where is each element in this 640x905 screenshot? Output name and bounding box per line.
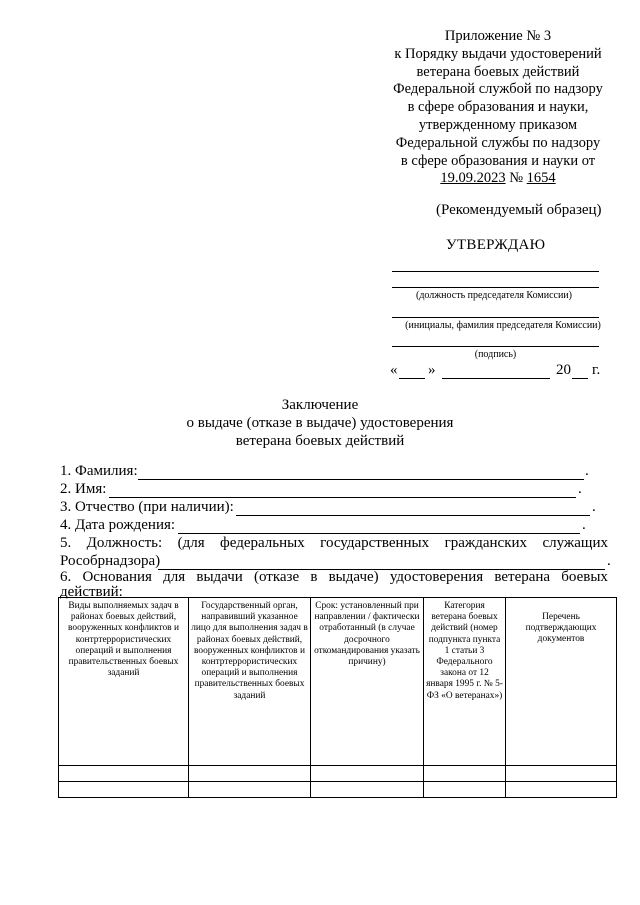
- order-number-sign: №: [509, 170, 524, 187]
- f5-word-5: государственных: [320, 535, 430, 551]
- name-caption: (инициалы, фамилия председателя Комиссии): [405, 320, 601, 331]
- year-blank: [572, 378, 588, 379]
- table-cell[interactable]: [189, 782, 311, 798]
- header-line-2: к Порядку выдачи удостоверений: [394, 45, 602, 62]
- field-name-label: 2. Имя:: [60, 481, 107, 497]
- header-line-3: ветерана боевых действий: [416, 63, 580, 80]
- title-line-2: о выдаче (отказе в выдаче) удостоверения: [186, 415, 454, 431]
- position-line-2: [392, 287, 599, 288]
- document-title: [0, 396, 640, 450]
- field-birthdate-line[interactable]: [178, 533, 580, 534]
- table-cell[interactable]: [189, 766, 311, 782]
- table-cell[interactable]: [424, 766, 506, 782]
- quote-close: »: [428, 362, 436, 378]
- f6-word-5: (отказе: [253, 569, 300, 585]
- table-cell[interactable]: [506, 782, 617, 798]
- year-suffix: г.: [592, 362, 601, 378]
- f6-word-8: удостоверения: [389, 569, 484, 585]
- f5-word-6: гражданских: [444, 535, 528, 551]
- signature-caption: (подпись): [474, 349, 517, 360]
- table-header-cell-1: Виды выполняемых задач в районах боевых действий, вооруженных конфликтов и контртеррористических операций и выполнения правительственных боевых заданий: [59, 598, 189, 766]
- table-cell[interactable]: [311, 782, 424, 798]
- field-birthdate-label: 4. Дата рождения:: [60, 517, 176, 533]
- field-position-line2: Рособрнадзора): [60, 553, 161, 569]
- field-patronymic-period: .: [592, 499, 596, 515]
- field-name-period: .: [578, 481, 582, 497]
- header-line-5: в сфере образования и науки,: [407, 99, 589, 116]
- name-line: [392, 317, 599, 318]
- field-position-period: .: [607, 553, 611, 569]
- f5-word-1: 5.: [60, 535, 72, 551]
- field-position-label: [60, 535, 608, 552]
- appendix-header: [378, 28, 618, 188]
- table-row: [59, 782, 617, 798]
- table-row: [59, 766, 617, 782]
- f6-word-10: боевых: [561, 569, 608, 585]
- f5-word-4: федеральных: [220, 535, 305, 551]
- header-line-1: Приложение № 3: [444, 28, 552, 44]
- field-patronymic-line[interactable]: [236, 515, 590, 516]
- table-cell[interactable]: [59, 766, 189, 782]
- field-grounds-line2: действий:: [60, 584, 123, 600]
- f6-word-4: выдачи: [196, 569, 243, 585]
- f6-word-1: 6.: [60, 569, 72, 585]
- grounds-table: [58, 597, 617, 798]
- f5-word-3: (для: [177, 535, 205, 551]
- header-line-6: утвержденному приказом: [418, 116, 578, 133]
- title-line-3: ветерана боевых действий: [235, 433, 405, 449]
- month-blank: [442, 378, 550, 379]
- field-grounds-label: [60, 569, 608, 586]
- f6-word-6: в: [310, 569, 318, 585]
- table-header-cell-4: Категория ветерана боевых действий (номер подпункта пункта 1 статьи 3 Федерального закона от 12 января 1995 г. № 5-ФЗ «О ветеранах»): [424, 598, 506, 766]
- sample-label: (Рекомендуемый образец): [436, 202, 602, 218]
- order-date-line: [378, 170, 618, 188]
- header-line-8: в сфере образования и науки от: [400, 152, 596, 169]
- field-birthdate-period: .: [582, 517, 586, 533]
- f5-word-2: Должность:: [86, 535, 163, 551]
- year-prefix: 20: [556, 362, 571, 378]
- day-blank: [399, 378, 425, 379]
- f6-word-9: ветерана: [494, 569, 551, 585]
- f6-word-7: выдаче): [328, 569, 379, 585]
- table-header-cell-2: Государственный орган, направивший указанное лицо для выполнения задач в районах боевых действий, вооруженных конфликтов и контртеррористических операций и выполнения правительственных боевых заданий: [189, 598, 311, 766]
- table-cell[interactable]: [424, 782, 506, 798]
- field-surname-label: 1. Фамилия:: [60, 463, 138, 479]
- header-line-7: Федеральной службы по надзору: [395, 134, 601, 151]
- order-number: 1654: [526, 170, 556, 187]
- table-cell[interactable]: [506, 766, 617, 782]
- f5-word-7: служащих: [542, 535, 608, 551]
- table-header-cell-5: Перечень подтверждающих документов: [506, 598, 617, 766]
- f6-word-2: Основания: [82, 569, 152, 585]
- date-line: [390, 362, 610, 382]
- quote-open: «: [390, 362, 398, 378]
- position-line-1: [392, 271, 599, 272]
- signature-line: [392, 346, 599, 347]
- table-header-row: [59, 598, 617, 766]
- table-cell[interactable]: [59, 782, 189, 798]
- field-surname-line[interactable]: [138, 479, 584, 480]
- table-cell[interactable]: [311, 766, 424, 782]
- title-line-1: Заключение: [281, 397, 359, 413]
- field-surname-period: .: [585, 463, 589, 479]
- table-header-cell-3: Срок: установленный при направлении / фактически отработанный (в случае досрочного откомандирования указать причину): [311, 598, 424, 766]
- approve-title: УТВЕРЖДАЮ: [446, 237, 546, 253]
- order-date: 19.09.2023: [440, 170, 506, 187]
- f6-word-3: для: [163, 569, 186, 585]
- header-line-4: Федеральной службой по надзору: [393, 81, 603, 98]
- position-caption: (должность председателя Комиссии): [415, 290, 572, 301]
- field-name-line[interactable]: [109, 497, 576, 498]
- field-patronymic-label: 3. Отчество (при наличии):: [60, 499, 234, 515]
